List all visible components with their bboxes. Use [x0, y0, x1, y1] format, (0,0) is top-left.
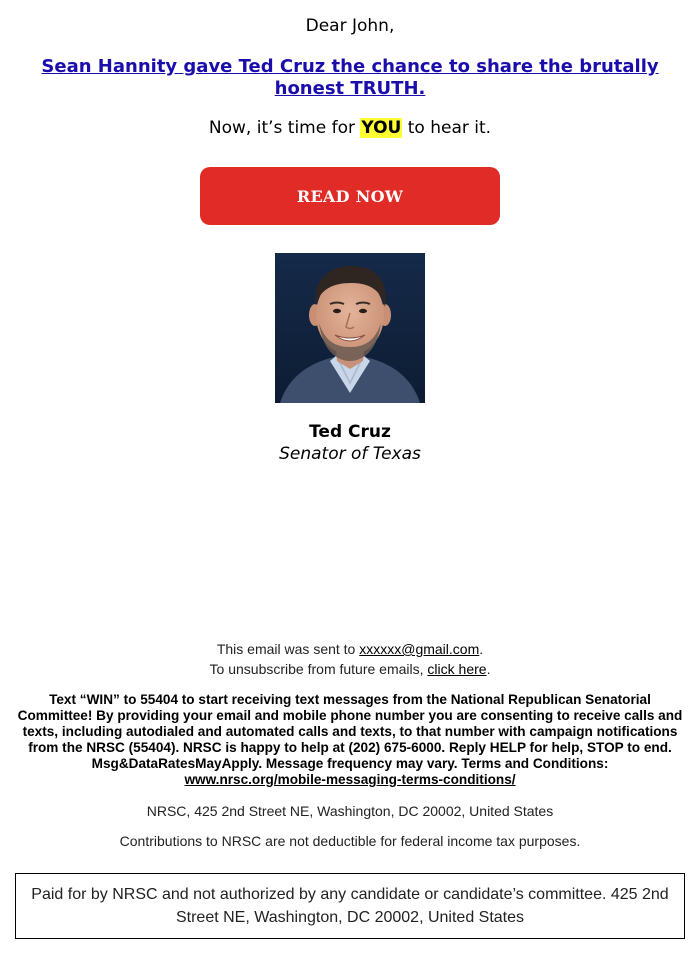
senator-photo — [275, 253, 425, 403]
subline — [0, 117, 700, 139]
sent-to-line — [0, 639, 700, 659]
greeting: Dear John, — [305, 16, 395, 36]
signer-title: Senator of Texas — [279, 444, 421, 464]
subline-after: to hear it. — [402, 118, 492, 138]
subline-before: Now, it’s time for — [208, 118, 361, 138]
recipient-email-link[interactable]: xxxxxx@gmail.com — [359, 641, 480, 657]
headline — [30, 56, 670, 100]
subline-highlight: YOU — [361, 118, 402, 138]
sent-to-prefix: This email was sent to — [216, 641, 360, 657]
terms-link[interactable]: www.nrsc.org/mobile-messaging-terms-conditions/ — [184, 772, 516, 787]
paid-for-text: Paid for by NRSC and not authorized by any candidate or candidate’s committee. 425 2nd Street NE, Washington, DC 20002, United States — [31, 886, 669, 926]
signer-name: Ted Cruz — [309, 422, 391, 442]
read-now-button[interactable]: READ NOW — [200, 167, 500, 225]
unsubscribe-prefix: To unsubscribe from future emails, — [209, 661, 428, 677]
unsubscribe-suffix: . — [486, 661, 491, 677]
mailing-address: NRSC, 425 2nd Street NE, Washington, DC 20002, United States — [146, 803, 554, 819]
sent-to-suffix: . — [479, 641, 484, 657]
unsubscribe-line — [0, 659, 700, 679]
sms-disclaimer — [14, 692, 686, 788]
unsubscribe-link[interactable]: click here — [427, 661, 487, 677]
sms-disclaimer-text: Text “WIN” to 55404 to start receiving text messages from the National Republican Senatorial Committee! By providing your email and mobile phone number you are consenting to receive calls and texts, including autodialed and automated calls and texts, to that number with campaign notifications from the NRSC (55404). NRSC is happy to help at (202) 675-6000. Reply HELP for help, STOP to end. Msg&DataRatesMayApply. Message frequency may vary. Terms and Conditions: — [17, 692, 683, 771]
headline-link[interactable]: Sean Hannity gave Ted Cruz the chance to share the brutally honest TRUTH. — [41, 56, 659, 99]
tax-disclaimer: Contributions to NRSC are not deductible for federal income tax purposes. — [119, 833, 581, 849]
portrait-image — [275, 253, 425, 403]
paid-for-box — [15, 873, 685, 939]
